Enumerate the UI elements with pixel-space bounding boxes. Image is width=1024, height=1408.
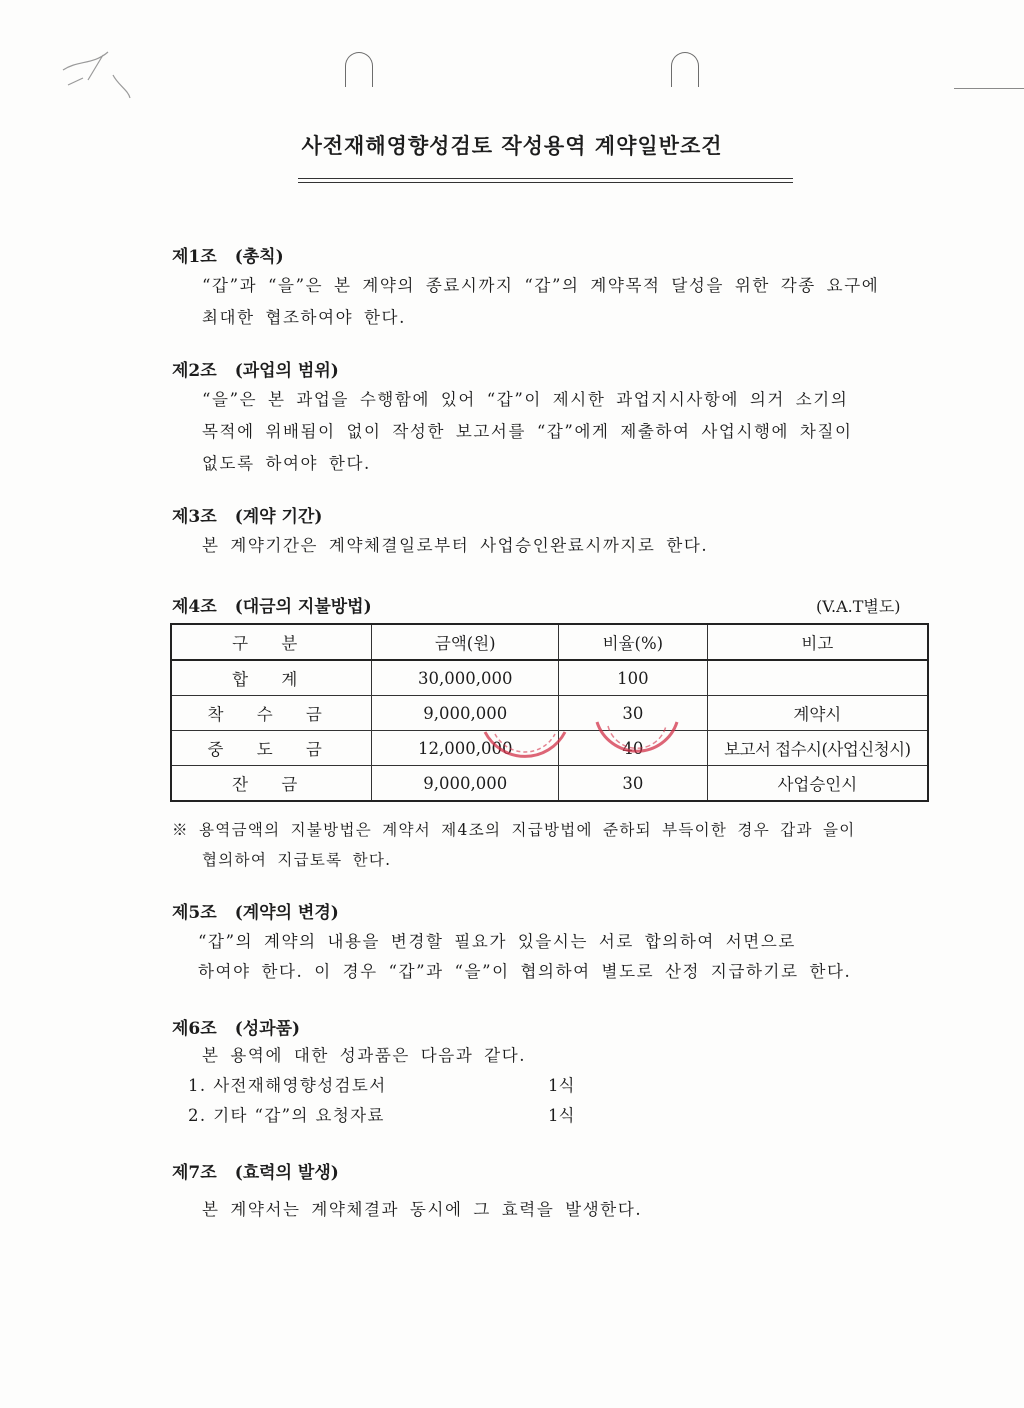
row-category: 합 계 <box>171 660 372 696</box>
row-ratio: 40 <box>559 731 708 766</box>
article-1-heading <box>172 242 284 267</box>
title-double-rule <box>298 178 793 183</box>
header-remarks: 비고 <box>707 624 928 660</box>
table-header-row <box>171 624 928 660</box>
row-ratio: 30 <box>559 696 708 731</box>
row-remarks <box>707 660 928 696</box>
article-2-line-2: 목적에 위배됨이 없이 작성한 보고서를 “갑”에게 제출하여 사업시행에 차질이 <box>202 422 853 441</box>
article-number: 제3조 <box>172 507 217 527</box>
article-1-line-2: 최대한 협조하여야 한다. <box>202 308 406 327</box>
article-6-heading <box>172 1014 300 1039</box>
payment-note-line-2: 협의하여 지급토록 한다. <box>202 851 392 869</box>
row-ratio: 30 <box>559 766 708 802</box>
row-ratio: 100 <box>559 660 708 696</box>
row-category: 착 수 금 <box>171 696 372 731</box>
document-title: 사전재해영향성검토 작성용역 계약일반조건 <box>301 133 723 158</box>
article-title: (계약의 변경) <box>234 903 339 923</box>
deliverable-item: 1. 사전재해영향성검토서 <box>188 1076 387 1095</box>
article-7-line-1: 본 계약서는 계약체결과 동시에 그 효력을 발생한다. <box>202 1200 643 1219</box>
article-6-line-1: 본 용역에 대한 성과품은 다음과 같다. <box>202 1046 527 1065</box>
row-category: 중 도 금 <box>171 731 372 766</box>
deliverable-qty: 1식 <box>548 1106 575 1125</box>
row-remarks: 사업승인시 <box>707 766 928 802</box>
article-4-heading <box>172 592 372 617</box>
row-amount: 12,000,000 <box>372 731 559 766</box>
article-number: 제4조 <box>172 597 217 617</box>
article-2-line-1: “을”은 본 과업을 수행함에 있어 “갑”이 제시한 과업지시사항에 의거 소기의 <box>202 390 849 409</box>
header-ratio: 비율(%) <box>559 624 708 660</box>
header-category: 구 분 <box>171 624 372 660</box>
article-5-heading <box>172 898 339 923</box>
article-title: (과업의 범위) <box>234 361 339 381</box>
seal-stamp-right <box>592 712 682 772</box>
deliverable-item: 2. 기타 “갑”의 요청자료 <box>188 1106 385 1125</box>
table-row <box>171 660 928 696</box>
article-1-line-1: “갑”과 “을”은 본 계약의 종료시까지 “갑”의 계약목적 달성을 위한 각종 요구에 <box>202 276 880 295</box>
punch-hole-right <box>671 52 699 87</box>
article-title: (효력의 발생) <box>234 1163 339 1183</box>
article-title: (대금의 지불방법) <box>234 597 372 617</box>
article-2-line-3: 없도록 하여야 한다. <box>202 454 371 473</box>
seal-stamp-left <box>480 712 570 772</box>
article-2-heading <box>172 356 339 381</box>
article-5-line-2: 하여야 한다. 이 경우 “갑”과 “을”이 협의하여 별도로 산정 지급하기로 한다. <box>198 962 852 981</box>
row-remarks: 계약시 <box>707 696 928 731</box>
article-3-heading <box>172 502 322 527</box>
row-amount: 9,000,000 <box>372 696 559 731</box>
pencil-scribble <box>58 40 138 100</box>
article-5-line-1: “갑”의 계약의 내용을 변경할 필요가 있을시는 서로 합의하여 서면으로 <box>198 932 796 951</box>
article-number: 제2조 <box>172 361 217 381</box>
article-number: 제7조 <box>172 1163 217 1183</box>
article-7-heading <box>172 1158 339 1183</box>
article-title: (계약 기간) <box>234 507 323 527</box>
deliverable-qty: 1식 <box>548 1076 575 1095</box>
article-number: 제5조 <box>172 903 217 923</box>
row-amount: 30,000,000 <box>372 660 559 696</box>
vat-note: (V.A.T별도) <box>816 597 901 616</box>
article-number: 제6조 <box>172 1019 217 1039</box>
article-title: (성과품) <box>234 1019 301 1039</box>
row-remarks: 보고서 접수시(사업신청시) <box>707 731 928 766</box>
article-title: (총칙) <box>234 247 284 267</box>
article-number: 제1조 <box>172 247 217 267</box>
row-amount: 9,000,000 <box>372 766 559 802</box>
scan-edge-mark <box>954 88 1024 89</box>
punch-hole-left <box>345 52 373 87</box>
row-category: 잔 금 <box>171 766 372 802</box>
header-amount: 금액(원) <box>372 624 559 660</box>
payment-note-line-1: ※ 용역금액의 지불방법은 계약서 제4조의 지급방법에 준하되 부득이한 경우 갑과 을이 <box>172 821 856 839</box>
article-3-line-1: 본 계약기간은 계약체결일로부터 사업승인완료시까지로 한다. <box>202 536 709 555</box>
